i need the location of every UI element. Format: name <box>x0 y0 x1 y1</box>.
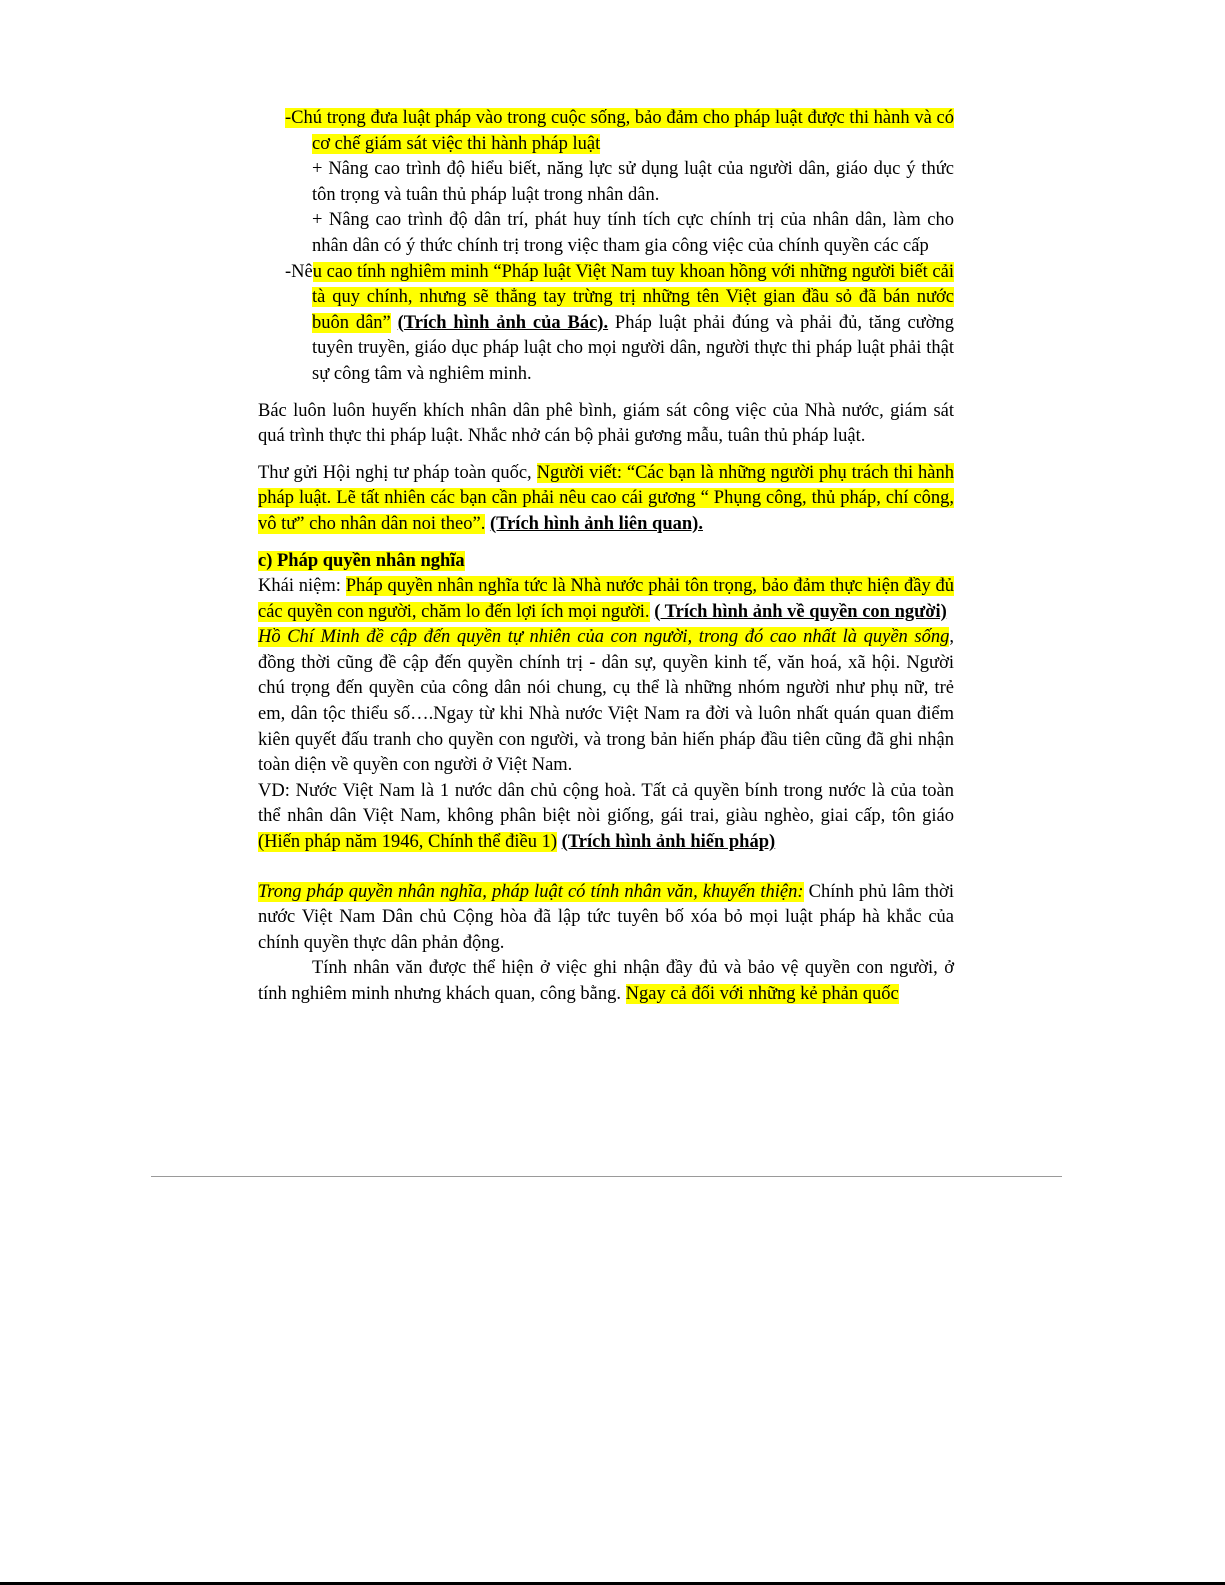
image-reference-constitution: (Trích hình ảnh hiến pháp) <box>561 832 776 853</box>
text-run: Khái niệm: <box>258 576 346 597</box>
highlighted-quote: Người viết: “Các bạn là những người phụ trách thi hành pháp luật. Lẽ tất nhiên các bạn cần phải nêu cao cái gương “ Phụng công, thủ pháp, chí công, vô tư” cho nhân dân noi theo”. <box>258 462 954 534</box>
bullet-awareness: + Nâng cao trình độ hiểu biết, năng lực sử dụng luật của người dân, giáo dục ý thức tôn trọng và tuân thủ pháp luật trong nhân dân. <box>312 159 954 205</box>
paragraph-rule-of-law-life <box>258 106 954 157</box>
paragraph-example <box>258 779 954 856</box>
highlighted-text: -Chú trọng đưa luật pháp vào trong cuộc sống, bảo đảm cho pháp luật được thi hành và có cơ chế giám sát việc thi hành pháp luật <box>285 108 954 154</box>
paragraph-natural-rights <box>258 625 954 779</box>
text-run: -Nê <box>285 261 313 282</box>
heading-text: c) Pháp quyền nhân nghĩa <box>258 550 465 571</box>
text-run <box>391 313 398 333</box>
paragraph-humane-law <box>258 880 954 957</box>
text-run: Tính nhân văn được thể hiện ở việc ghi nhận đầy đủ và bảo vệ quyền con người, ở tính nghiêm minh nhưng khách quan, công bằng. <box>258 958 954 1004</box>
paragraph-strictness <box>258 260 954 388</box>
text-run: , đồng thời cũng đề cập đến quyền chính trị - dân sự, quyền kinh tế, văn hoá, xã hội. Người chú trọng đến quyền của công dân nói chung, cụ thể là những nhóm người như phụ nữ, trẻ em, dân tộc thiểu số….Ngay từ khi Nhà nước Việt Nam ra đời và luôn nhất quán quan điểm kiên quyết đấu tranh cho quyền con người, và trong bản hiến pháp đầu tiên cũng đã ghi nhận toàn diện về quyền con người ở Việt Nam. <box>258 627 954 776</box>
highlighted-italic: Hồ Chí Minh đề cập đến quyền tự nhiên của con người, trong đó cao nhất là quyền sống <box>258 627 950 648</box>
text-run: VD: Nước Việt Nam là 1 nước dân chủ cộng hoà. Tất cả quyền bính trong nước là của toàn thể nhân dân Việt Nam, không phân biệt nòi giống, gái trai, giàu nghèo, giai cấp, tôn giáo <box>258 780 954 827</box>
text-run: Thư gửi Hội nghị tư pháp toàn quốc, <box>258 462 537 483</box>
paragraph-concept <box>258 574 954 625</box>
text-run: Pháp luật phải đúng và phải đủ, tăng cường tuyên truyền, giáo dục pháp luật cho mọi người dân, người thực thi pháp luật phải thật sự công tâm và nghiêm minh. <box>312 312 954 384</box>
bullet-education: + Nâng cao trình độ dân trí, phát huy tính tích cực chính trị của nhân dân, làm cho nhân dân có ý thức chính trị trong việc tham gia công việc của chính quyền các cấp <box>312 210 954 256</box>
highlighted-definition: Pháp quyền nhân nghĩa tức là Nhà nước phải tôn trọng, bảo đảm thực hiện đầy đủ các quyền con người, chăm lo đến lợi ích mọi người. <box>258 576 955 622</box>
document-body <box>258 106 954 1008</box>
section-heading <box>258 549 954 575</box>
highlighted-citation: (Hiến pháp năm 1946, Chính thể điều 1) <box>258 832 558 853</box>
highlighted-italic: Trong pháp quyền nhân nghĩa, pháp luật có tính nhân văn, khuyến thiện: <box>258 881 804 902</box>
image-reference-human-rights: ( Trích hình ảnh về quyền con người) <box>654 601 947 622</box>
paragraph-letter <box>258 461 954 538</box>
paragraph-humanity <box>258 956 954 1007</box>
image-reference-related: (Trích hình ảnh liên quan). <box>489 513 703 534</box>
page-divider <box>151 1176 1062 1177</box>
paragraph-encourage: Bác luôn luôn huyến khích nhân dân phê bình, giám sát công việc của Nhà nước, giám sát quá trình thực thi pháp luật. Nhắc nhở cán bộ phải gương mẫu, tuân thủ pháp luật. <box>258 400 954 447</box>
text-run: Chính phủ lâm thời nước Việt Nam Dân chủ Cộng hòa đã lập tức tuyên bố xóa bỏ mọi luật pháp hà khắc của chính quyền thực dân phản động. <box>258 881 954 953</box>
highlighted-text: Ngay cả đối với những kẻ phản quốc <box>625 984 899 1004</box>
image-reference-uncle-ho: (Trích hình ảnh của Bác). <box>397 312 609 333</box>
highlighted-quote: u cao tính nghiêm minh “Pháp luật Việt Nam tuy khoan hồng với những người biết cải tà quy chính, nhưng sẽ thẳng tay trừng trị những tên Việt gian đầu sỏ đã bán nước buôn dân” <box>312 261 954 333</box>
